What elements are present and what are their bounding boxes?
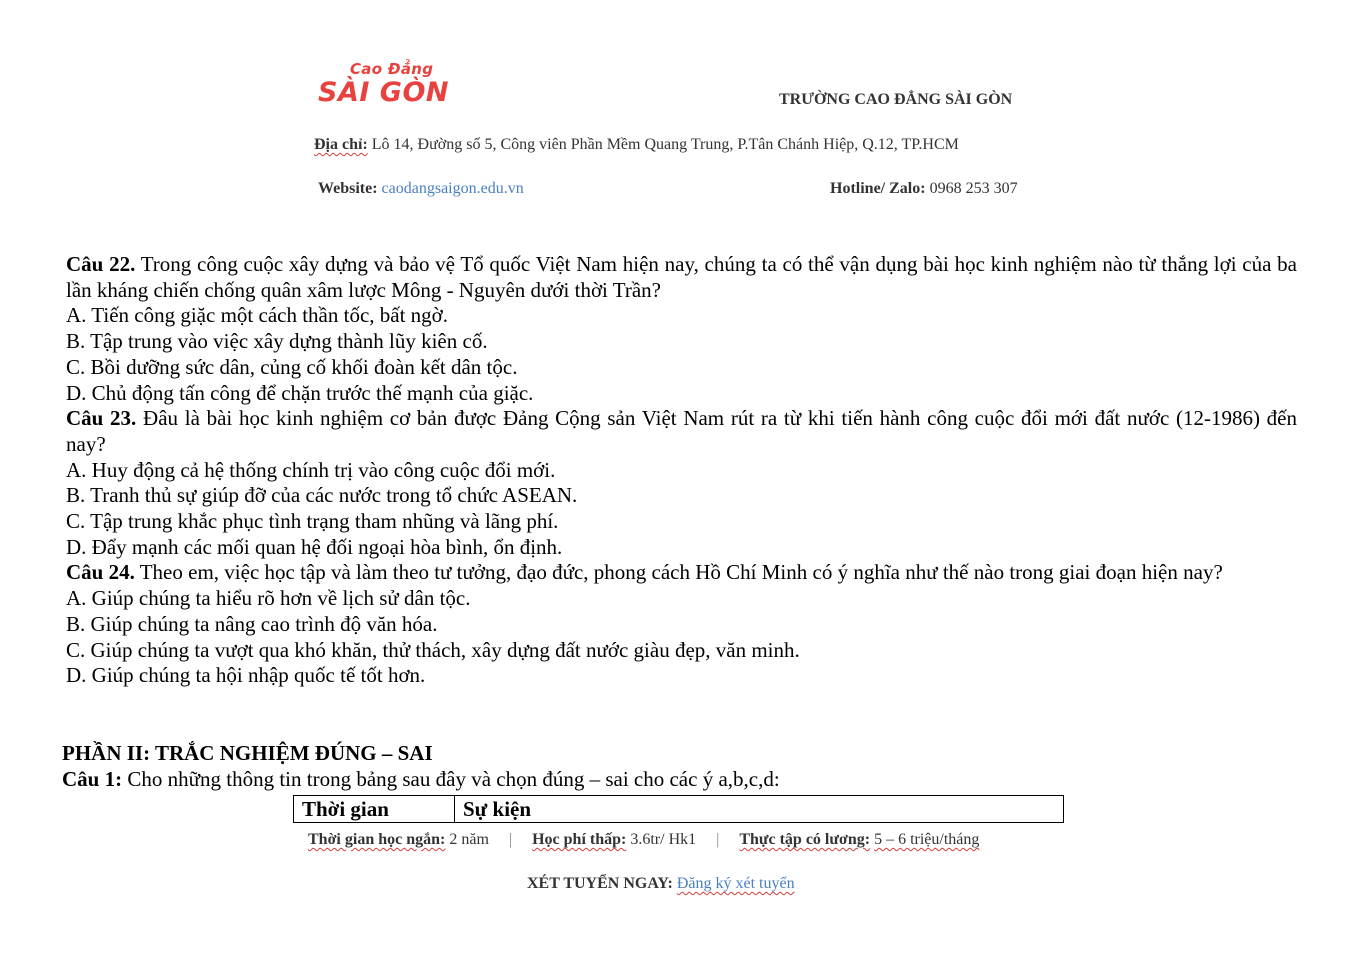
question-text: Đâu là bài học kinh nghiệm cơ bản được Đảng Cộng sản Việt Nam rút ra từ khi tiến hành công cuộc đổi mới đất nước (12-1986) đến nay? [66,406,1297,456]
duration-label: Thời gian học ngắn: [308,831,446,848]
question-label: Câu 23. [66,406,137,431]
option-22-a: A. Tiến công giặc một cách thần tốc, bất ngờ. [66,303,449,328]
fee-label: Học phí thấp: [532,831,627,848]
footer-separator: | [508,831,513,848]
footer-separator: | [716,831,720,848]
hotline-label: Hotline/ Zalo: [830,180,926,197]
school-name: TRƯỜNG CAO ĐẲNG SÀI GÒN [779,91,1013,108]
hotline-value: 0968 253 307 [929,180,1018,197]
question-22 [66,252,1297,303]
website-label: Website: [318,180,378,197]
option-22-c: C. Bồi dưỡng sức dân, củng cố khối đoàn kết dân tộc. [66,354,518,379]
option-24-c: C. Giúp chúng ta vượt qua khó khăn, thử thách, xây dựng đất nước giàu đẹp, văn minh. [66,637,800,662]
part-two-title: PHẦN II: TRẮC NGHIỆM ĐÚNG – SAI [62,741,433,765]
question-text: Trong công cuộc xây dựng và bảo vệ Tổ quốc Việt Nam hiện nay, chúng ta có thể vận dụng bài học kinh nghiệm nào từ thắng lợi của ba lần kháng chiến chống quân xâm lược Mông - Nguyên dưới thời Trần? [66,252,1297,302]
question-text: Cho những thông tin trong bảng sau đây và chọn đúng – sai cho các ý a,b,c,d: [127,767,780,791]
intern-label: Thực tập có lương: [739,831,871,848]
apply-label: XÉT TUYỂN NGAY: [527,875,673,892]
option-23-b: B. Tranh thủ sự giúp đỡ của các nước trong tổ chức ASEAN. [66,483,578,508]
apply-link[interactable]: Đăng ký xét tuyển [676,875,795,892]
part-two [62,740,780,792]
hotline-line [830,180,1018,198]
option-23-d: D. Đẩy mạnh các mối quan hệ đối ngoại hòa bình, ổn định. [66,534,563,559]
fee-value: 3.6tr/ Hk1 [630,831,697,848]
option-23-a: A. Huy động cả hệ thống chính trị vào công cuộc đổi mới. [66,457,556,482]
questions-content [66,252,1297,689]
table-header-row [294,796,1064,823]
question-label: Câu 24. [66,560,135,585]
option-24-b: B. Giúp chúng ta nâng cao trình độ văn hóa. [66,611,438,636]
question-text: Theo em, việc học tập và làm theo tư tưởng, đạo đức, phong cách Hồ Chí Minh có ý nghĩa như thế nào trong giai đoạn hiện nay? [139,560,1223,585]
footer-apply [527,875,795,893]
question-label: Câu 1: [62,767,123,791]
option-22-b: B. Tập trung vào việc xây dựng thành lũy kiên cố. [66,329,488,354]
question-23 [66,406,1297,457]
logo-main-text: SÀI GÒN [318,77,449,108]
column-header-event: Sự kiện [455,796,1064,823]
footer-info [308,831,979,849]
logo-top-text: Cao Đẳng [350,60,434,78]
question-label: Câu 22. [66,252,136,276]
address-value: Lô 14, Đường số 5, Công viên Phần Mềm Quang Trung, P.Tân Chánh Hiệp, Q.12, TP.HCM [371,136,959,153]
option-23-c: C. Tập trung khắc phục tình trạng tham nhũng và lãng phí. [66,509,559,534]
part-two-question-1 [62,766,780,792]
intern-value: 5 – 6 triệu/tháng [874,831,980,848]
website-link[interactable]: caodangsaigon.edu.vn [381,180,524,197]
school-logo [318,60,468,108]
duration-value: 2 năm [449,831,489,848]
option-24-a: A. Giúp chúng ta hiểu rõ hơn về lịch sử dân tộc. [66,586,471,611]
address-label: Địa chỉ: [314,136,368,153]
website-line [318,180,524,198]
address-line [314,136,959,154]
option-24-d: D. Giúp chúng ta hội nhập quốc tế tốt hơn. [66,663,426,688]
question-24 [66,560,1297,586]
events-table [293,795,1064,823]
option-22-d: D. Chủ động tấn công để chặn trước thế mạnh của giặc. [66,380,534,405]
column-header-time: Thời gian [294,796,455,823]
